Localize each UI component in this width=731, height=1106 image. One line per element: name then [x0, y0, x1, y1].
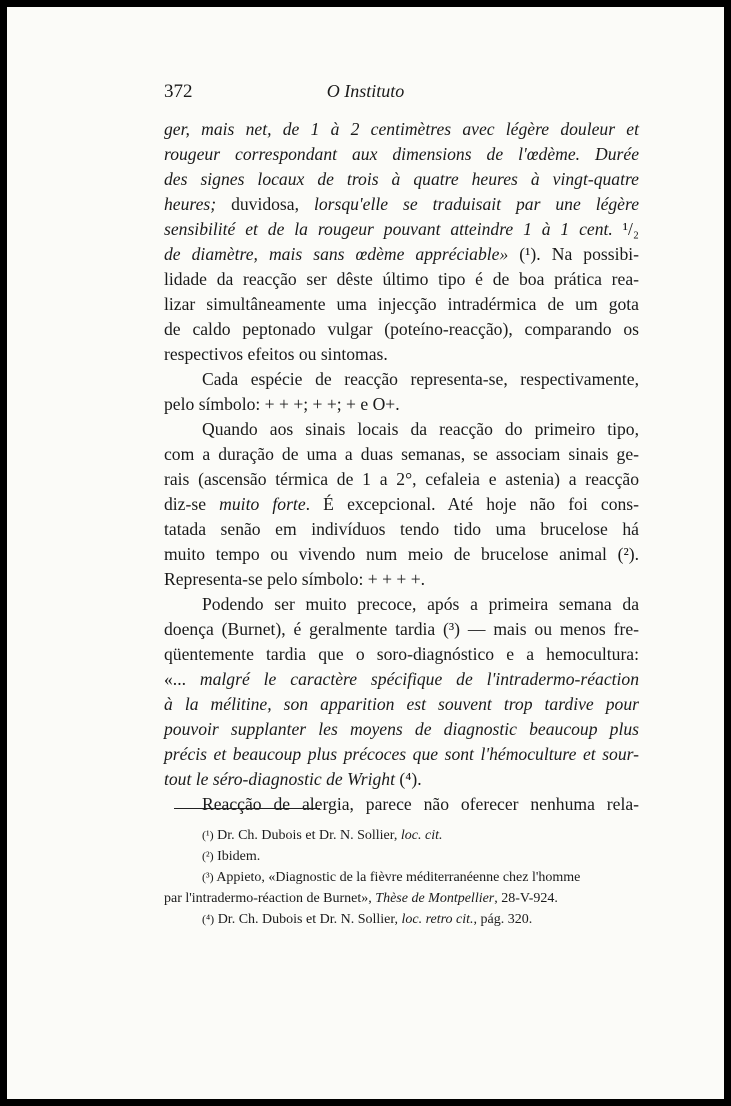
footnote-ref-text: Thèse de Montpellier	[375, 891, 495, 906]
footnote-mark: (¹)	[202, 828, 214, 842]
text-line: lizar simultâneamente uma injecção intradérmica de um gota	[164, 294, 639, 314]
text-line	[164, 242, 639, 267]
text-line: com a duração de uma a duas semanas, se associam sinais ge-	[164, 444, 639, 464]
text-line: pouvoir supplanter les moyens de diagnostic beaucoup plus	[164, 719, 639, 739]
footnote-text: Ibidem.	[213, 849, 261, 864]
footnote-divider	[174, 808, 320, 809]
footnote-text: Dr. Ch. Dubois et Dr. N. Sollier,	[214, 912, 402, 927]
text-fragment: muito forte	[219, 494, 306, 514]
text-fragment: Na possibi-	[540, 244, 639, 264]
text-line: muito tempo ou vivendo num meio de brucelose animal (²).	[164, 544, 639, 564]
text-line: Reacção de alergia, parece não oferecer nenhuma rela-	[202, 794, 639, 814]
footnotes	[164, 825, 639, 930]
text-line: lidade da reacção ser dêste último tipo é de boa prática rea-	[164, 269, 639, 289]
text-line	[164, 217, 639, 242]
text-line: Cada espécie de reacção representa-se, respectivamente,	[202, 369, 639, 389]
footnote-text: , pág. 320.	[473, 912, 533, 927]
text-line: des signes locaux de trois à quatre heures à vingt-quatre	[164, 169, 639, 189]
text-line: Podendo ser muito precoce, após a primeira semana da	[202, 594, 639, 614]
text-line: Quando aos sinais locais da reacção do primeiro tipo,	[202, 419, 639, 439]
text-line	[164, 667, 639, 692]
text-fragment: diz-se	[164, 494, 220, 514]
footnote-1	[164, 825, 639, 846]
footnote-ref: (¹).	[508, 244, 541, 264]
footnote-4	[164, 909, 639, 930]
text-fragment: . É excepcional. Até hoje não foi cons-	[305, 494, 639, 514]
text-fragment: de diamètre, mais sans œdème appréciable»	[164, 244, 509, 264]
page-header	[7, 81, 724, 107]
text-line: à la mélitine, son apparition est souvent trop tardive pour	[164, 694, 639, 714]
text-fragment: «...	[164, 669, 200, 689]
text-line: rais (ascensão térmica de 1 a 2°, cefaleia e astenia) a reacção	[164, 469, 639, 489]
footnote-text: , 28-V-924.	[494, 891, 558, 906]
text-line: ger, mais net, de 1 à 2 centimètres avec légère douleur et	[164, 119, 639, 139]
footnote-mark: (⁴)	[202, 912, 215, 926]
text-line: précis et beaucoup plus précoces que sont l'hémoculture et sour-	[164, 744, 639, 764]
footnote-2	[164, 846, 639, 867]
footnote-ref: (⁴).	[394, 769, 422, 789]
text-line: pelo símbolo: + + +; + +; + e O+.	[164, 394, 400, 414]
footnote-ref-text: loc. cit.	[400, 828, 443, 843]
text-fragment: malgré le caractère spécifique de l'intradermo-réaction	[199, 669, 639, 689]
text-fragment: lorsqu'elle se traduisait par une légère	[313, 194, 639, 214]
text-fragment: heures;	[164, 194, 217, 214]
text-fragment: sensibilité et de la rougeur pouvant atteindre 1 à 1 cent.	[164, 219, 623, 239]
text-line: respectivos efeitos ou sintomas.	[164, 344, 388, 364]
text-line: rougeur correspondant aux dimensions de l'œdème. Durée	[164, 144, 639, 164]
footnote-ref-text: loc. retro cit.	[401, 912, 474, 927]
text-line: doença (Burnet), é geralmente tardia (³) — mais ou menos fre-	[164, 619, 639, 639]
body-text	[164, 117, 639, 817]
footnote-mark: (²)	[202, 849, 214, 863]
text-line	[164, 767, 639, 792]
book-page	[7, 7, 724, 1099]
footnote-3	[164, 867, 639, 888]
running-title: O Instituto	[326, 81, 405, 101]
text-fragment: tout le séro-diagnostic de Wright	[164, 769, 395, 789]
text-line: tatada senão em indivíduos tendo tido uma brucelose há	[164, 519, 639, 539]
text-line: Representa-se pelo símbolo: + + + +.	[164, 569, 426, 589]
text-line	[164, 492, 639, 517]
footnote-mark: (³)	[202, 870, 214, 884]
page-number: 372	[164, 81, 193, 102]
footnote-text: Appieto, «Diagnostic de la fièvre méditerranéenne chez l'homme	[213, 870, 581, 885]
text-line: qüentemente tardia que o soro-diagnóstico e a hemocultura:	[164, 644, 639, 664]
text-fragment: duvidosa,	[216, 194, 314, 214]
footnote-text: par l'intradermo-réaction de Burnet»,	[164, 891, 376, 906]
text-line	[164, 192, 639, 217]
fraction: ¹/₂	[622, 219, 639, 239]
text-line: de caldo peptonado vulgar (poteíno-reacção), comparando os	[164, 319, 639, 339]
footnote-text: Dr. Ch. Dubois et Dr. N. Sollier,	[213, 828, 401, 843]
footnote-3-continued	[164, 888, 639, 909]
